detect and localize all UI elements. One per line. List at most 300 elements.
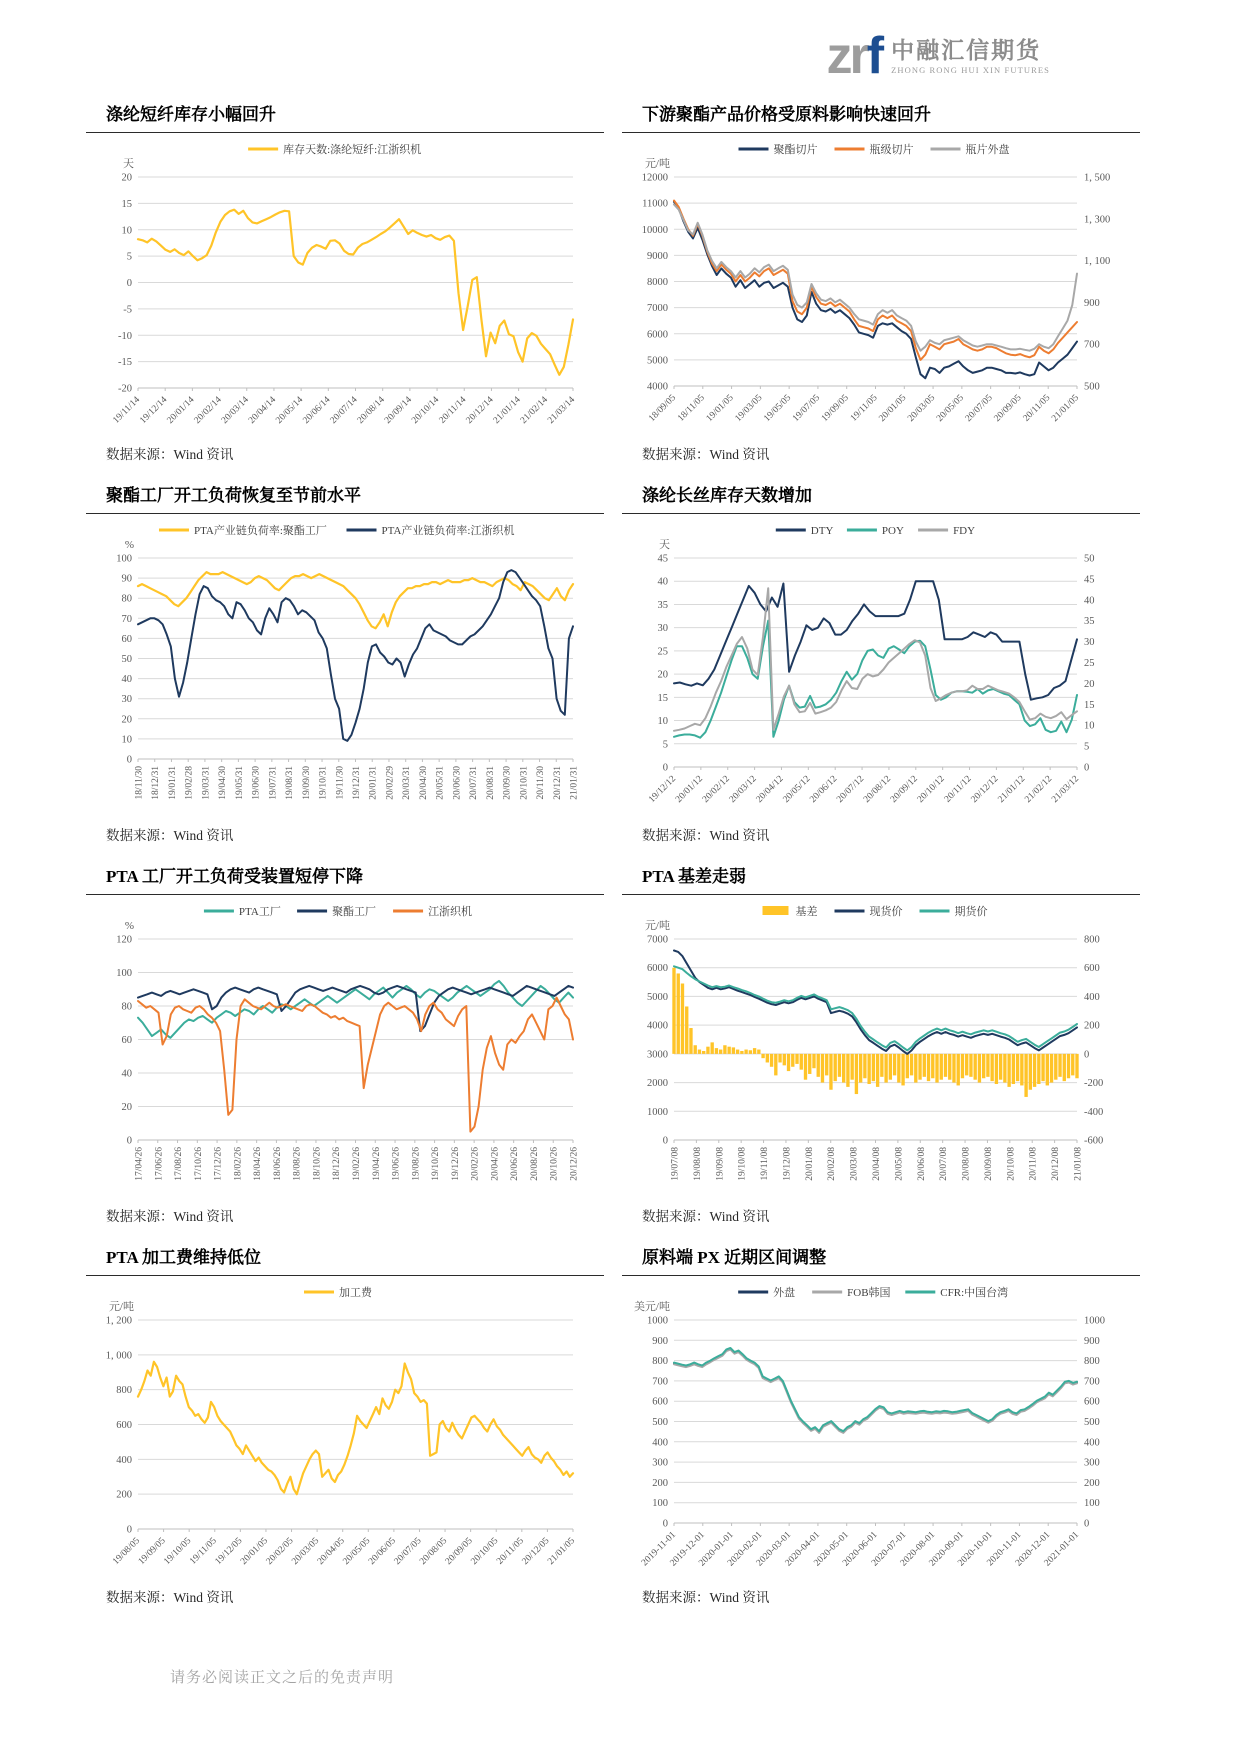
svg-text:400: 400 (1084, 991, 1100, 1003)
svg-text:0: 0 (1084, 1518, 1090, 1530)
svg-text:20/06/26: 20/06/26 (510, 1147, 521, 1181)
svg-text:-10: -10 (118, 330, 132, 342)
svg-text:20/06/05: 20/06/05 (367, 1536, 399, 1568)
svg-text:20/04/26: 20/04/26 (490, 1147, 501, 1181)
svg-text:1, 500: 1, 500 (1084, 172, 1111, 184)
svg-text:20/05/12: 20/05/12 (781, 774, 813, 806)
svg-text:19/04/30: 19/04/30 (218, 766, 229, 800)
chart-svg (622, 1276, 1127, 1581)
svg-text:400: 400 (652, 1437, 668, 1449)
svg-text:15: 15 (657, 692, 668, 704)
svg-text:80: 80 (121, 593, 132, 605)
svg-text:20/11/05: 20/11/05 (1021, 393, 1053, 424)
svg-text:21/03/12: 21/03/12 (1050, 774, 1082, 806)
chart-pta-processing-fee (86, 1276, 604, 1586)
svg-text:20/03/05: 20/03/05 (906, 393, 938, 425)
svg-text:20/01/05: 20/01/05 (239, 1536, 271, 1568)
svg-text:50: 50 (121, 654, 132, 665)
svg-text:1, 200: 1, 200 (105, 1315, 132, 1327)
svg-text:120: 120 (116, 934, 132, 946)
chart-title: 下游聚酯产品价格受原料影响快速回升 (622, 96, 1140, 133)
svg-text:700: 700 (1084, 1376, 1100, 1388)
svg-text:2020-10-01: 2020-10-01 (956, 1530, 995, 1569)
svg-text:20/09/12: 20/09/12 (888, 774, 920, 806)
svg-text:20/09/14: 20/09/14 (383, 395, 414, 427)
svg-text:100: 100 (116, 553, 132, 565)
svg-text:21/02/12: 21/02/12 (1023, 774, 1055, 806)
svg-text:21/02/14: 21/02/14 (518, 395, 550, 427)
svg-text:20/02/08: 20/02/08 (827, 1147, 838, 1181)
svg-text:PTA产业链负荷率:聚酯工厂: PTA产业链负荷率:聚酯工厂 (193, 525, 327, 537)
svg-text:2021-01-01: 2021-01-01 (1042, 1530, 1082, 1569)
svg-text:20/09/08: 20/09/08 (983, 1147, 994, 1181)
svg-text:2020-06-01: 2020-06-01 (841, 1530, 880, 1569)
chart-polyester-prices (622, 133, 1140, 443)
svg-text:20/07/12: 20/07/12 (835, 774, 867, 806)
svg-text:20/12/12: 20/12/12 (969, 774, 1001, 806)
svg-text:0: 0 (662, 762, 668, 774)
svg-text:20/12/08: 20/12/08 (1051, 1147, 1062, 1181)
section-polyester-prices (622, 96, 1140, 467)
chart-polyester-factory-load (86, 514, 604, 824)
svg-text:70: 70 (121, 613, 132, 625)
svg-text:20/06/30: 20/06/30 (452, 766, 463, 800)
svg-text:20/01/08: 20/01/08 (804, 1147, 815, 1181)
svg-text:18/08/26: 18/08/26 (292, 1147, 303, 1181)
svg-text:0: 0 (662, 1518, 668, 1530)
svg-text:600: 600 (116, 1420, 132, 1431)
svg-text:200: 200 (116, 1489, 132, 1501)
logo-zrf-mark (826, 27, 882, 85)
disclaimer-footer: 请务必阅读正文之后的免责声明 (170, 1670, 395, 1686)
data-source-label: 数据来源：Wind 资讯 (106, 447, 234, 462)
svg-text:600: 600 (652, 1396, 668, 1408)
svg-text:20/02/14: 20/02/14 (192, 395, 224, 427)
svg-text:40: 40 (1084, 595, 1095, 607)
svg-text:35: 35 (657, 599, 668, 611)
svg-text:6000: 6000 (647, 329, 668, 341)
svg-text:5: 5 (1084, 741, 1090, 753)
svg-text:100: 100 (116, 968, 132, 979)
svg-text:PTA工厂: PTA工厂 (238, 906, 281, 918)
chart-px-price (622, 1276, 1140, 1586)
svg-text:期货价: 期货价 (954, 906, 988, 918)
svg-text:20/12/05: 20/12/05 (520, 1536, 552, 1568)
svg-text:20/01/14: 20/01/14 (165, 395, 197, 427)
svg-text:20/03/12: 20/03/12 (727, 774, 759, 806)
chart-title: PTA 基差走弱 (622, 858, 1140, 895)
data-source-label: 数据来源：Wind 资讯 (642, 1209, 770, 1224)
svg-text:元/吨: 元/吨 (644, 158, 670, 170)
svg-text:DTY: DTY (810, 525, 834, 537)
svg-text:20/09/05: 20/09/05 (443, 1536, 475, 1568)
svg-text:19/10/05: 19/10/05 (162, 1536, 194, 1568)
svg-text:20: 20 (1084, 678, 1095, 690)
svg-text:21/01/12: 21/01/12 (996, 774, 1028, 806)
svg-text:30: 30 (121, 694, 132, 706)
svg-text:60: 60 (121, 633, 132, 645)
svg-text:5: 5 (126, 251, 132, 263)
logo-zr-text: zr (826, 27, 867, 85)
svg-text:FOB韩国: FOB韩国 (847, 1287, 891, 1299)
svg-text:2000: 2000 (647, 1078, 668, 1090)
svg-text:20/05/31: 20/05/31 (435, 766, 446, 800)
svg-text:20/12/26: 20/12/26 (569, 1147, 580, 1181)
svg-text:19/07/31: 19/07/31 (268, 766, 279, 800)
svg-text:18/12/31: 18/12/31 (151, 766, 162, 800)
svg-text:天: 天 (659, 539, 670, 551)
svg-text:19/06/30: 19/06/30 (251, 766, 262, 800)
svg-text:100: 100 (652, 1498, 668, 1510)
company-logo (826, 26, 1050, 86)
svg-text:20/05/08: 20/05/08 (894, 1147, 905, 1181)
svg-text:12000: 12000 (641, 172, 668, 184)
svg-text:0: 0 (1084, 762, 1090, 774)
svg-text:外盘: 外盘 (773, 1287, 796, 1299)
svg-text:20/07/08: 20/07/08 (939, 1147, 950, 1181)
section-pta-factory-load (86, 858, 604, 1229)
svg-text:60: 60 (121, 1035, 132, 1046)
svg-text:1, 000: 1, 000 (105, 1350, 132, 1362)
svg-text:20/02/26: 20/02/26 (470, 1147, 481, 1181)
svg-text:5000: 5000 (647, 355, 668, 367)
svg-text:50: 50 (1084, 553, 1095, 565)
svg-text:21/01/31: 21/01/31 (569, 766, 580, 800)
svg-text:19/11/05: 19/11/05 (848, 393, 880, 424)
chart-title: 聚酯工厂开工负荷恢复至节前水平 (86, 477, 604, 514)
svg-text:20/10/05: 20/10/05 (469, 1536, 501, 1568)
svg-text:9000: 9000 (647, 250, 668, 262)
svg-text:1, 300: 1, 300 (1084, 214, 1111, 226)
svg-text:POY: POY (881, 525, 904, 537)
chart-title: 原料端 PX 近期区间调整 (622, 1239, 1140, 1276)
chart-svg (622, 133, 1127, 438)
svg-text:20/01/12: 20/01/12 (674, 774, 705, 806)
svg-text:17/04/26: 17/04/26 (134, 1147, 145, 1181)
svg-text:200: 200 (1084, 1477, 1100, 1489)
logo-f-text: f (866, 27, 882, 85)
svg-text:20/05/05: 20/05/05 (341, 1536, 373, 1568)
svg-text:1, 100: 1, 100 (1084, 256, 1111, 268)
svg-text:江浙织机: 江浙织机 (428, 906, 473, 918)
svg-text:19/11/30: 19/11/30 (335, 766, 346, 800)
svg-text:40: 40 (657, 576, 668, 588)
svg-text:20/01/05: 20/01/05 (877, 393, 909, 425)
svg-text:19/08/08: 19/08/08 (692, 1147, 703, 1181)
svg-text:元/吨: 元/吨 (108, 1301, 134, 1313)
svg-text:1000: 1000 (647, 1315, 668, 1327)
svg-text:20/12/31: 20/12/31 (552, 766, 563, 800)
svg-text:19/08/31: 19/08/31 (285, 766, 296, 800)
svg-text:0: 0 (126, 754, 132, 766)
svg-text:21/03/14: 21/03/14 (546, 395, 578, 427)
svg-text:19/03/31: 19/03/31 (201, 766, 212, 800)
svg-text:19/12/05: 19/12/05 (213, 1536, 245, 1568)
svg-text:7000: 7000 (647, 934, 668, 946)
data-source-label: 数据来源：Wind 资讯 (106, 828, 234, 843)
data-source-label: 数据来源：Wind 资讯 (642, 1590, 770, 1605)
svg-text:0: 0 (662, 1135, 668, 1147)
svg-text:-600: -600 (1084, 1135, 1104, 1147)
svg-text:500: 500 (1084, 1417, 1100, 1428)
svg-text:库存天数:涤纶短纤:江浙织机: 库存天数:涤纶短纤:江浙织机 (283, 144, 422, 156)
svg-text:18/11/30: 18/11/30 (134, 766, 145, 800)
svg-text:20/03/08: 20/03/08 (849, 1147, 860, 1181)
svg-text:20/10/12: 20/10/12 (915, 774, 947, 806)
svg-text:21/01/08: 21/01/08 (1073, 1147, 1084, 1181)
svg-text:6000: 6000 (647, 963, 668, 975)
svg-text:20/04/14: 20/04/14 (247, 395, 279, 427)
svg-text:2020-09-01: 2020-09-01 (927, 1530, 966, 1569)
svg-text:200: 200 (1084, 1020, 1100, 1032)
svg-text:4000: 4000 (647, 381, 668, 393)
data-source-label: 数据来源：Wind 资讯 (106, 1209, 234, 1224)
svg-text:20: 20 (121, 172, 132, 184)
chart-svg (86, 514, 591, 819)
svg-text:45: 45 (1084, 574, 1095, 586)
chart-title: PTA 工厂开工负荷受装置短停下降 (86, 858, 604, 895)
svg-text:20/08/12: 20/08/12 (862, 774, 894, 806)
svg-text:20/11/05: 20/11/05 (495, 1536, 526, 1567)
svg-text:800: 800 (652, 1356, 668, 1368)
svg-text:20/02/29: 20/02/29 (385, 766, 396, 800)
svg-text:20/10/31: 20/10/31 (519, 766, 530, 800)
svg-text:聚酯工厂: 聚酯工厂 (332, 906, 377, 918)
svg-text:20/05/05: 20/05/05 (935, 393, 966, 425)
svg-text:25: 25 (1084, 658, 1095, 669)
svg-text:45: 45 (657, 553, 668, 565)
svg-text:2020-12-01: 2020-12-01 (1013, 1530, 1053, 1569)
svg-text:CFR:中国台湾: CFR:中国台湾 (940, 1287, 1009, 1299)
chart-svg (86, 133, 591, 438)
svg-text:20/08/26: 20/08/26 (529, 1147, 540, 1181)
svg-text:10: 10 (657, 716, 668, 728)
svg-text:20/03/05: 20/03/05 (290, 1536, 322, 1568)
chart-svg (86, 895, 591, 1200)
svg-text:2020-04-01: 2020-04-01 (783, 1530, 823, 1569)
svg-text:20/04/05: 20/04/05 (315, 1536, 347, 1568)
svg-text:30: 30 (1084, 637, 1095, 649)
chart-svg (622, 514, 1127, 819)
svg-text:-200: -200 (1084, 1078, 1104, 1090)
svg-text:21/01/05: 21/01/05 (1050, 393, 1082, 425)
svg-text:20/04/08: 20/04/08 (872, 1147, 882, 1181)
svg-text:20/07/05: 20/07/05 (963, 393, 995, 425)
svg-text:19/05/31: 19/05/31 (234, 766, 245, 800)
chart-title: 涤纶长丝库存天数增加 (622, 477, 1140, 514)
svg-text:19/12/14: 19/12/14 (138, 395, 170, 427)
svg-text:19/10/26: 19/10/26 (431, 1147, 442, 1181)
svg-text:17/06/26: 17/06/26 (154, 1147, 165, 1181)
svg-text:20/07/14: 20/07/14 (328, 395, 360, 427)
svg-text:-5: -5 (123, 304, 132, 316)
data-source-label: 数据来源：Wind 资讯 (642, 828, 770, 843)
svg-text:500: 500 (1084, 381, 1100, 393)
svg-text:1000: 1000 (647, 1106, 668, 1118)
svg-text:19/09/30: 19/09/30 (301, 766, 312, 800)
svg-text:20/04/12: 20/04/12 (754, 774, 786, 806)
svg-text:19/08/26: 19/08/26 (411, 1147, 422, 1181)
section-px-price (622, 1239, 1140, 1610)
svg-text:20: 20 (657, 669, 668, 681)
svg-text:17/10/26: 17/10/26 (193, 1147, 204, 1181)
svg-text:4000: 4000 (647, 1020, 668, 1032)
chart-title: 涤纶短纤库存小幅回升 (86, 96, 604, 133)
svg-text:90: 90 (121, 573, 132, 585)
svg-text:18/02/26: 18/02/26 (233, 1147, 244, 1181)
svg-text:40: 40 (121, 1068, 132, 1080)
svg-text:10000: 10000 (641, 224, 668, 236)
section-pta-basis (622, 858, 1140, 1229)
page-header (0, 0, 1240, 96)
svg-text:100: 100 (1084, 1498, 1100, 1510)
svg-text:20/08/14: 20/08/14 (355, 395, 387, 427)
svg-text:19/01/05: 19/01/05 (704, 393, 736, 425)
svg-text:2020-03-01: 2020-03-01 (754, 1530, 794, 1569)
svg-text:10: 10 (1084, 720, 1095, 732)
svg-text:19/09/05: 19/09/05 (136, 1536, 168, 1568)
svg-text:400: 400 (116, 1454, 132, 1466)
svg-text:5: 5 (662, 739, 668, 751)
svg-text:20/09/05: 20/09/05 (992, 393, 1024, 425)
chart-filament-inventory-days (622, 514, 1140, 824)
svg-text:800: 800 (1084, 1356, 1100, 1368)
svg-text:20/12/14: 20/12/14 (464, 395, 496, 427)
svg-text:300: 300 (1084, 1457, 1100, 1469)
svg-text:35: 35 (1084, 616, 1095, 628)
svg-text:18/06/26: 18/06/26 (272, 1147, 283, 1181)
svg-text:-20: -20 (118, 383, 132, 395)
svg-text:18/04/26: 18/04/26 (253, 1147, 264, 1181)
section-short-fiber-inventory (86, 96, 604, 467)
svg-text:19/10/31: 19/10/31 (318, 766, 329, 800)
svg-text:-400: -400 (1084, 1106, 1104, 1118)
svg-text:19/08/05: 19/08/05 (111, 1536, 143, 1568)
svg-text:0: 0 (126, 1135, 132, 1147)
data-source-label: 数据来源：Wind 资讯 (106, 1590, 234, 1605)
svg-text:19/12/26: 19/12/26 (450, 1147, 461, 1181)
svg-text:20/02/12: 20/02/12 (700, 774, 732, 806)
svg-text:19/09/08: 19/09/08 (715, 1147, 726, 1181)
svg-text:20/11/30: 20/11/30 (536, 766, 547, 800)
svg-text:18/12/26: 18/12/26 (332, 1147, 343, 1181)
svg-text:2019-11-01: 2019-11-01 (639, 1530, 679, 1569)
svg-text:900: 900 (1084, 297, 1100, 309)
svg-text:20: 20 (121, 714, 132, 726)
svg-text:30: 30 (657, 623, 668, 635)
svg-text:3000: 3000 (647, 1049, 668, 1061)
svg-text:20/08/31: 20/08/31 (485, 766, 496, 800)
svg-text:FDY: FDY (953, 525, 976, 537)
section-pta-processing-fee (86, 1239, 604, 1610)
svg-text:元/吨: 元/吨 (644, 920, 670, 932)
svg-text:600: 600 (1084, 963, 1100, 975)
svg-text:20/11/12: 20/11/12 (942, 774, 974, 805)
svg-text:19/11/08: 19/11/08 (760, 1147, 771, 1181)
svg-text:21/01/14: 21/01/14 (491, 395, 523, 427)
svg-text:20/06/14: 20/06/14 (301, 395, 333, 427)
svg-text:19/01/31: 19/01/31 (167, 766, 178, 800)
svg-text:19/09/05: 19/09/05 (819, 393, 851, 425)
svg-text:20/06/08: 20/06/08 (916, 1147, 927, 1181)
svg-text:900: 900 (1084, 1335, 1100, 1347)
svg-text:2019-12-01: 2019-12-01 (668, 1530, 707, 1569)
svg-text:19/12/12: 19/12/12 (647, 774, 679, 806)
svg-text:20/11/14: 20/11/14 (437, 395, 469, 426)
svg-text:2020-08-01: 2020-08-01 (898, 1530, 938, 1569)
svg-text:20/11/08: 20/11/08 (1028, 1147, 1039, 1181)
svg-text:18/09/05: 18/09/05 (647, 393, 679, 425)
svg-text:20/10/08: 20/10/08 (1006, 1147, 1017, 1181)
svg-text:15: 15 (121, 198, 132, 210)
svg-text:800: 800 (116, 1385, 132, 1397)
chart-svg (622, 895, 1127, 1200)
section-polyester-factory-load (86, 477, 604, 848)
svg-text:19/07/08: 19/07/08 (670, 1147, 681, 1181)
svg-text:19/12/31: 19/12/31 (352, 766, 362, 800)
svg-text:17/12/26: 17/12/26 (213, 1147, 224, 1181)
svg-text:2020-05-01: 2020-05-01 (812, 1530, 851, 1569)
svg-text:200: 200 (652, 1477, 668, 1489)
svg-text:19/06/26: 19/06/26 (391, 1147, 402, 1181)
svg-text:20/01/31: 20/01/31 (368, 766, 379, 800)
svg-text:21/01/05: 21/01/05 (546, 1536, 578, 1568)
svg-text:800: 800 (1084, 934, 1100, 946)
svg-text:19/10/08: 19/10/08 (737, 1147, 748, 1181)
svg-text:25: 25 (657, 646, 668, 658)
svg-text:20/09/30: 20/09/30 (502, 766, 513, 800)
svg-text:2020-01-01: 2020-01-01 (697, 1530, 736, 1569)
svg-text:20/02/05: 20/02/05 (264, 1536, 296, 1568)
svg-text:瓶片外盘: 瓶片外盘 (965, 144, 1010, 156)
chart-title: PTA 加工费维持低位 (86, 1239, 604, 1276)
svg-text:7000: 7000 (647, 303, 668, 315)
svg-text:17/08/26: 17/08/26 (174, 1147, 185, 1181)
svg-text:20/03/31: 20/03/31 (402, 766, 413, 800)
svg-text:80: 80 (121, 1001, 132, 1013)
svg-text:基差: 基差 (795, 906, 818, 918)
svg-text:20/10/26: 20/10/26 (549, 1147, 560, 1181)
company-name-en: ZHONG RONG HUI XIN FUTURES (891, 64, 1050, 75)
charts-grid (0, 96, 1240, 1620)
svg-text:18/10/26: 18/10/26 (312, 1147, 323, 1181)
svg-text:40: 40 (121, 674, 132, 686)
svg-text:300: 300 (652, 1457, 668, 1469)
svg-text:2020-11-01: 2020-11-01 (985, 1530, 1024, 1569)
svg-text:19/02/28: 19/02/28 (184, 766, 195, 800)
svg-text:19/05/05: 19/05/05 (762, 393, 794, 425)
data-source-label: 数据来源：Wind 资讯 (642, 447, 770, 462)
svg-text:10: 10 (121, 225, 132, 237)
svg-text:2020-02-01: 2020-02-01 (726, 1530, 765, 1569)
svg-text:20/07/05: 20/07/05 (392, 1536, 424, 1568)
svg-text:天: 天 (123, 158, 134, 170)
svg-text:15: 15 (1084, 699, 1095, 711)
chart-short-fiber-inventory (86, 133, 604, 443)
svg-text:0: 0 (1084, 1049, 1090, 1061)
svg-text:%: % (124, 920, 134, 932)
svg-text:20/08/08: 20/08/08 (961, 1147, 972, 1181)
svg-text:10: 10 (121, 734, 132, 746)
svg-text:-15: -15 (118, 357, 132, 369)
svg-text:400: 400 (1084, 1437, 1100, 1449)
svg-text:瓶级切片: 瓶级切片 (869, 144, 914, 156)
section-filament-inventory-days (622, 477, 1140, 848)
svg-text:18/11/05: 18/11/05 (676, 393, 707, 424)
svg-text:8000: 8000 (647, 277, 668, 288)
chart-pta-basis (622, 895, 1140, 1205)
company-name-cn: 中融汇信期货 (891, 38, 1042, 64)
